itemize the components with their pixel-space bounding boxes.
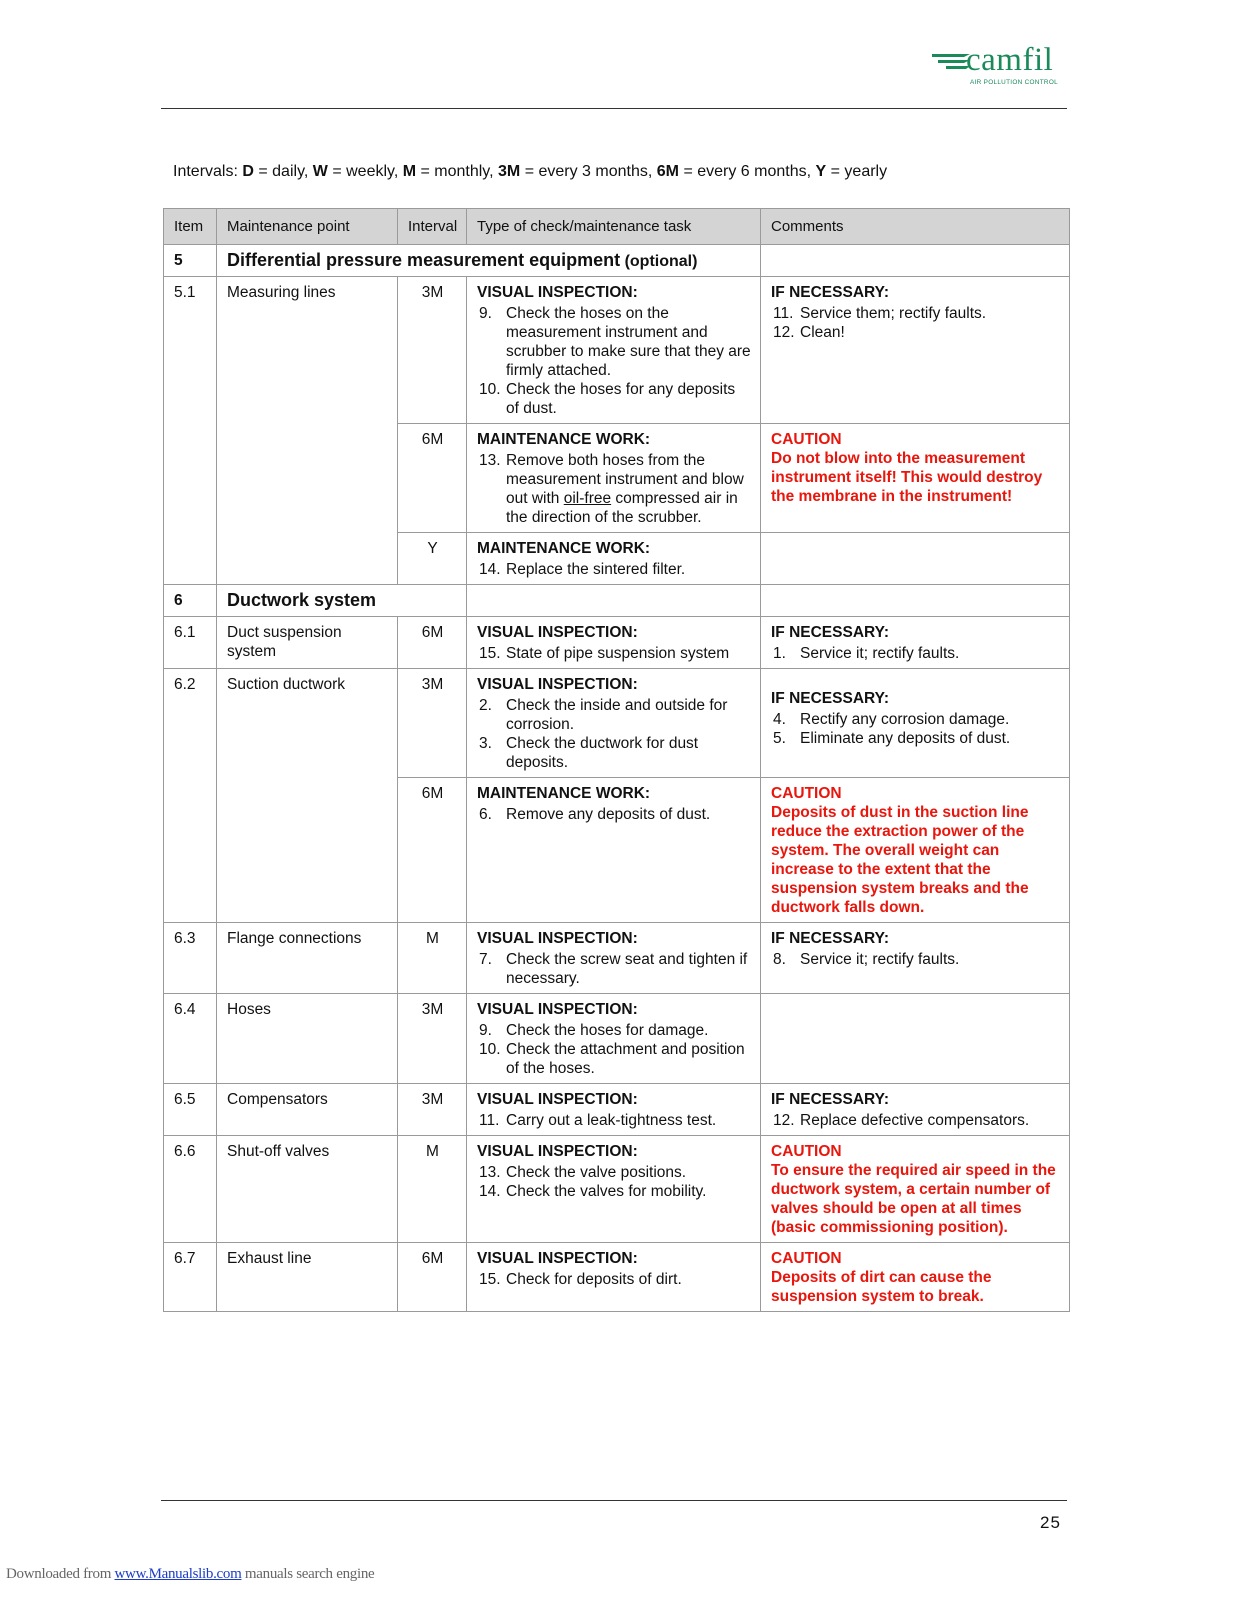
page-number: 25: [1040, 1513, 1061, 1532]
task-heading: VISUAL INSPECTION:: [477, 1091, 638, 1108]
item-number: 6.6: [164, 1136, 217, 1243]
task-heading: MAINTENANCE WORK:: [477, 785, 651, 802]
col-comments: Comments: [761, 209, 1070, 245]
section-row: [164, 245, 1070, 277]
task-step: 14. Check the valves for mobility.: [479, 1183, 707, 1200]
task-heading: VISUAL INSPECTION:: [477, 1001, 638, 1018]
table-row: [164, 617, 1070, 669]
comment-step: 12. Replace defective compensators.: [773, 1112, 1030, 1129]
task-step: 6. Remove any deposits of dust.: [479, 806, 711, 823]
comment-heading: IF NECESSARY:: [771, 624, 889, 641]
task-cell: [467, 923, 761, 994]
task-step: 14. Replace the sintered filter.: [479, 561, 686, 578]
comment-cell: [761, 923, 1070, 994]
comment-cell: [761, 1084, 1070, 1136]
interval-cell: 6M: [398, 1243, 467, 1312]
maintenance-point: Flange connections: [217, 923, 398, 994]
interval-cell: 3M: [398, 277, 467, 424]
task-cell: [467, 1136, 761, 1243]
comment-heading: IF NECESSARY:: [771, 1091, 889, 1108]
comment-step: 8. Service it; rectify faults.: [773, 951, 960, 968]
table-header-row: [164, 209, 1070, 245]
task-cell: [467, 533, 761, 585]
logo-wordmark: camfil: [966, 42, 1054, 78]
comment-heading: IF NECESSARY:: [771, 930, 889, 947]
camfil-logo: [930, 42, 1058, 90]
task-heading: VISUAL INSPECTION:: [477, 1143, 638, 1160]
item-number: 6.1: [164, 617, 217, 669]
table-row: [164, 1084, 1070, 1136]
task-cell: [467, 669, 761, 778]
section-title: Differential pressure measurement equipment (optional): [217, 245, 761, 277]
comment-cell: [761, 617, 1070, 669]
interval-cell: M: [398, 1136, 467, 1243]
task-cell: [467, 617, 761, 669]
task-cell: [467, 424, 761, 533]
task-cell: [467, 778, 761, 923]
comment-step: 4. Rectify any corrosion damage.: [773, 711, 1010, 728]
caution-cell: [761, 424, 1070, 533]
task-heading: MAINTENANCE WORK:: [477, 431, 651, 448]
maintenance-point: Duct suspension system: [217, 617, 398, 669]
table-row: [164, 994, 1070, 1084]
caution-cell: [761, 1136, 1070, 1243]
table-row: [164, 923, 1070, 994]
interval-cell: 6M: [398, 617, 467, 669]
interval-cell: M: [398, 923, 467, 994]
caution-heading: CAUTION: [771, 431, 842, 448]
caution-text: To ensure the required air speed in the ductwork system, a certain number of valves should be open at all times: [771, 1162, 1056, 1217]
interval-cell: 3M: [398, 1084, 467, 1136]
caution-text: Deposits of dust in the suction line reduce the extraction power of the system. The overall weight can increase to the extent that the suspension system breaks and the ductwork falls down.: [771, 804, 1029, 916]
task-step: 10. Check the attachment and position of the hoses.: [479, 1041, 745, 1077]
task-step: 15. State of pipe suspension system: [479, 645, 730, 662]
task-step: 13. Check the valve positions.: [479, 1164, 687, 1181]
caution-cell: [761, 1243, 1070, 1312]
comment-cell-empty: [761, 533, 1070, 585]
caution-note: (basic commissioning position).: [771, 1219, 1008, 1236]
col-task: Type of check/maintenance task: [467, 209, 761, 245]
manualslib-link[interactable]: www.Manualslib.com: [114, 1566, 242, 1582]
section-comment-empty: [761, 585, 1070, 617]
col-item: Item: [164, 209, 217, 245]
section-comment-empty: [761, 245, 1070, 277]
task-heading: VISUAL INSPECTION:: [477, 1250, 638, 1267]
task-step: 10. Check the hoses for any deposits of dust.: [479, 381, 736, 417]
maintenance-point: Measuring lines: [217, 277, 398, 585]
caution-text: Deposits of dirt can cause the suspension system to break.: [771, 1269, 992, 1305]
intervals-legend: Intervals: D = daily, W = weekly, M = monthly, 3M = every 3 months, 6M = every 6 months, Y = yearly: [173, 163, 888, 180]
comment-step: 5. Eliminate any deposits of dust.: [773, 730, 1011, 747]
comment-cell-empty: [761, 994, 1070, 1084]
task-step: 2. Check the inside and outside for corrosion.: [479, 697, 728, 733]
comment-step: 11. Service them; rectify faults.: [773, 305, 987, 322]
item-number: 6.2: [164, 669, 217, 923]
task-heading: VISUAL INSPECTION:: [477, 676, 638, 693]
task-heading: MAINTENANCE WORK:: [477, 540, 651, 557]
interval-cell: 3M: [398, 669, 467, 778]
comment-step: 1. Service it; rectify faults.: [773, 645, 960, 662]
download-footer: Downloaded from www.Manualslib.com manuals search engine: [6, 1566, 375, 1582]
task-heading: VISUAL INSPECTION:: [477, 284, 638, 301]
task-step: 9. Check the hoses on the measurement instrument and scrubber to make sure that they are firmly attached.: [479, 305, 751, 379]
task-heading: VISUAL INSPECTION:: [477, 624, 638, 641]
caution-cell: [761, 778, 1070, 923]
caution-text: Do not blow into the measurement instrument itself! This would destroy the membrane in the instrument!: [771, 450, 1043, 505]
col-maintenance-point: Maintenance point: [217, 209, 398, 245]
maintenance-table: [163, 208, 1070, 1312]
item-number: 6.3: [164, 923, 217, 994]
task-cell: [467, 994, 761, 1084]
task-step: 3. Check the ductwork for dust deposits.: [479, 735, 699, 771]
task-step: 11. Carry out a leak-tightness test.: [479, 1112, 717, 1129]
caution-heading: CAUTION: [771, 785, 842, 802]
section-number: 5: [164, 245, 217, 277]
table-row: [164, 669, 1070, 778]
interval-cell: 6M: [398, 778, 467, 923]
maintenance-point: Exhaust line: [217, 1243, 398, 1312]
section-row: [164, 585, 1070, 617]
task-heading: VISUAL INSPECTION:: [477, 930, 638, 947]
item-number: 6.7: [164, 1243, 217, 1312]
header-rule: [161, 108, 1067, 109]
task-step: 7. Check the screw seat and tighten if necessary.: [479, 951, 748, 987]
maintenance-point: Suction ductwork: [217, 669, 398, 923]
caution-heading: CAUTION: [771, 1143, 842, 1160]
task-step: 9. Check the hoses for damage.: [479, 1022, 709, 1039]
comment-heading: IF NECESSARY:: [771, 690, 889, 707]
item-number: 6.5: [164, 1084, 217, 1136]
table-row: [164, 1136, 1070, 1243]
interval-cell: 6M: [398, 424, 467, 533]
task-cell: [467, 277, 761, 424]
col-interval: Interval: [398, 209, 467, 245]
comment-heading: IF NECESSARY:: [771, 284, 889, 301]
task-cell: [467, 1084, 761, 1136]
interval-cell: 3M: [398, 994, 467, 1084]
task-cell: [467, 1243, 761, 1312]
item-number: 5.1: [164, 277, 217, 585]
comment-step: 12. Clean!: [773, 324, 845, 341]
maintenance-point: Compensators: [217, 1084, 398, 1136]
section-number: 6: [164, 585, 217, 617]
comment-cell: [761, 277, 1070, 424]
comment-cell: [761, 669, 1070, 778]
task-step: 13. Remove both hoses from the measurement instrument and blow out with oil-free compressed air in the direction of the scrubber.: [479, 452, 744, 526]
maintenance-point: Shut-off valves: [217, 1136, 398, 1243]
table-row: [164, 1243, 1070, 1312]
interval-cell: Y: [398, 533, 467, 585]
footer-rule: [161, 1500, 1067, 1501]
item-number: 6.4: [164, 994, 217, 1084]
maintenance-point: Hoses: [217, 994, 398, 1084]
section-title: Ductwork system: [217, 585, 467, 617]
section-task-empty: [467, 585, 761, 617]
table-row: [164, 277, 1070, 424]
caution-heading: CAUTION: [771, 1250, 842, 1267]
logo-tagline: AIR POLLUTION CONTROL: [970, 79, 1058, 86]
task-step: 15. Check for deposits of dirt.: [479, 1271, 682, 1288]
